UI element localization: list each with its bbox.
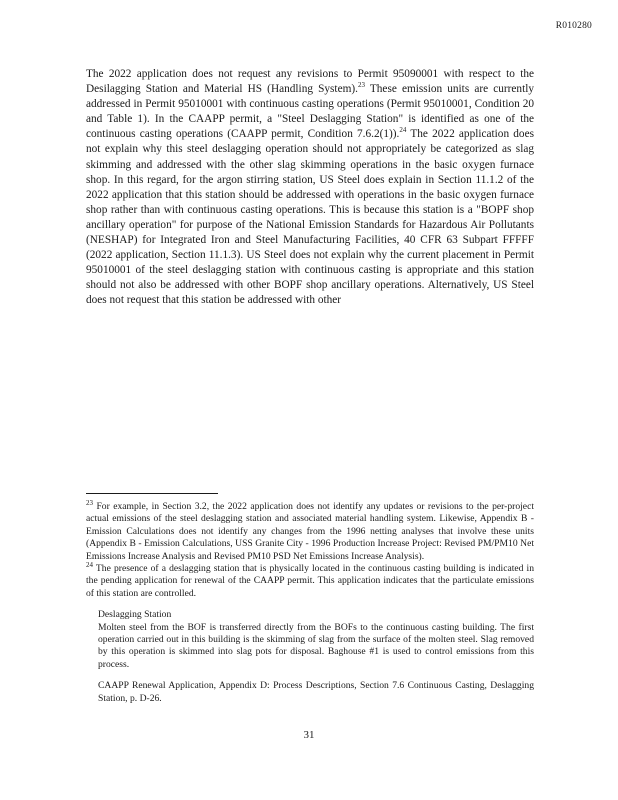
block-quote [98,609,534,705]
footnote-ref-24[interactable]: 24 [399,126,407,135]
body-text-part-1: The 2022 application does not request any revisions to Permit 95090001 with respect to the Desilagging Station and Material HS (Handling System). [86,68,534,96]
footnote-separator [86,493,218,494]
footnote-number-24: 24 [86,560,93,569]
quote-citation: CAAPP Renewal Application, Appendix D: Process Descriptions, Section 7.6 Continuous Casting, Deslagging Station, p. D-26. [98,680,534,704]
body-paragraph [86,67,534,309]
quote-body: Molten steel from the BOF is transferred directly from the BOFs to the continuous casting building. The first operation carried out in this building is the skimming of slag from the surface of the molten steel. Slag removed by this operation is skimmed into slag pots for disposal. Baghouse #1 is used to control emissions from this process. [98,621,534,670]
footnotes-section [86,498,534,705]
footnote-23-text: For example, in Section 3.2, the 2022 application does not identify any updates or revisions to the per-project actual emissions of the steel deslagging station and associated material handling system. Likewise, Appendix B - Emission Calculations does not identify any changes from the 1996 netting analyses that involve these units (Appendix B - Emission Calculations, USS Granite City - 1996 Production Increase Project: Revised PM/PM10 Net Emissions Increase Analysis and Revised PM10 PSD Net Emissions Increase Analysis). [86,501,534,562]
footnote-number-23: 23 [86,498,93,507]
page-number: 31 [303,729,315,741]
footnote-24 [86,560,534,600]
document-id: R010280 [555,21,592,31]
footnote-24-text: The presence of a deslagging station that is physically located in the continuous casting building is indicated in the pending application for renewal of the CAAPP permit. This application indicates that the particulate emissions of this station are controlled. [86,563,534,599]
footnote-23 [86,498,534,563]
body-text-part-2: These emission units are currently addressed in Permit 95010001 with continuous casting operations (Permit 95010001, Condition 20 and Table 1). In the CAAPP permit, a "Steel Deslagging Station" is identified as one of the continuous casting operations (CAAPP permit, Condition 7.6.2(1)). [86,83,535,141]
quote-title: Deslagging Station [98,609,172,621]
body-text-part-3: The 2022 application does not explain why this steel deslagging operation should not appropriately be categorized as slag skimming and addressed with the other slag skimming operations in the basic oxygen furnace shop. In this regard, for the argon stirring station, US Steel does explain in Section 11.1.2 of the 2022 application that this station should be addressed with operations in the basic oxygen furnace shop rather than with continuous casting operations. This is because this station is a "BOPF shop ancillary operation" for purpose of the National Emission Standards for Hazardous Air Pollutants (NESHAP) for Integrated Iron and Steel Manufacturing Facilities, 40 CFR 63 Subpart FFFFF (2022 application, Section 11.1.3). US Steel does not explain why the current placement in Permit 95010001 of the steel deslagging station with continuous casting is appropriate and this station should not also be addressed with other BOPF shop ancillary operations. Alternatively, US Steel does not request that this station be addressed with other [86,128,534,307]
footnote-ref-23[interactable]: 23 [357,81,365,90]
